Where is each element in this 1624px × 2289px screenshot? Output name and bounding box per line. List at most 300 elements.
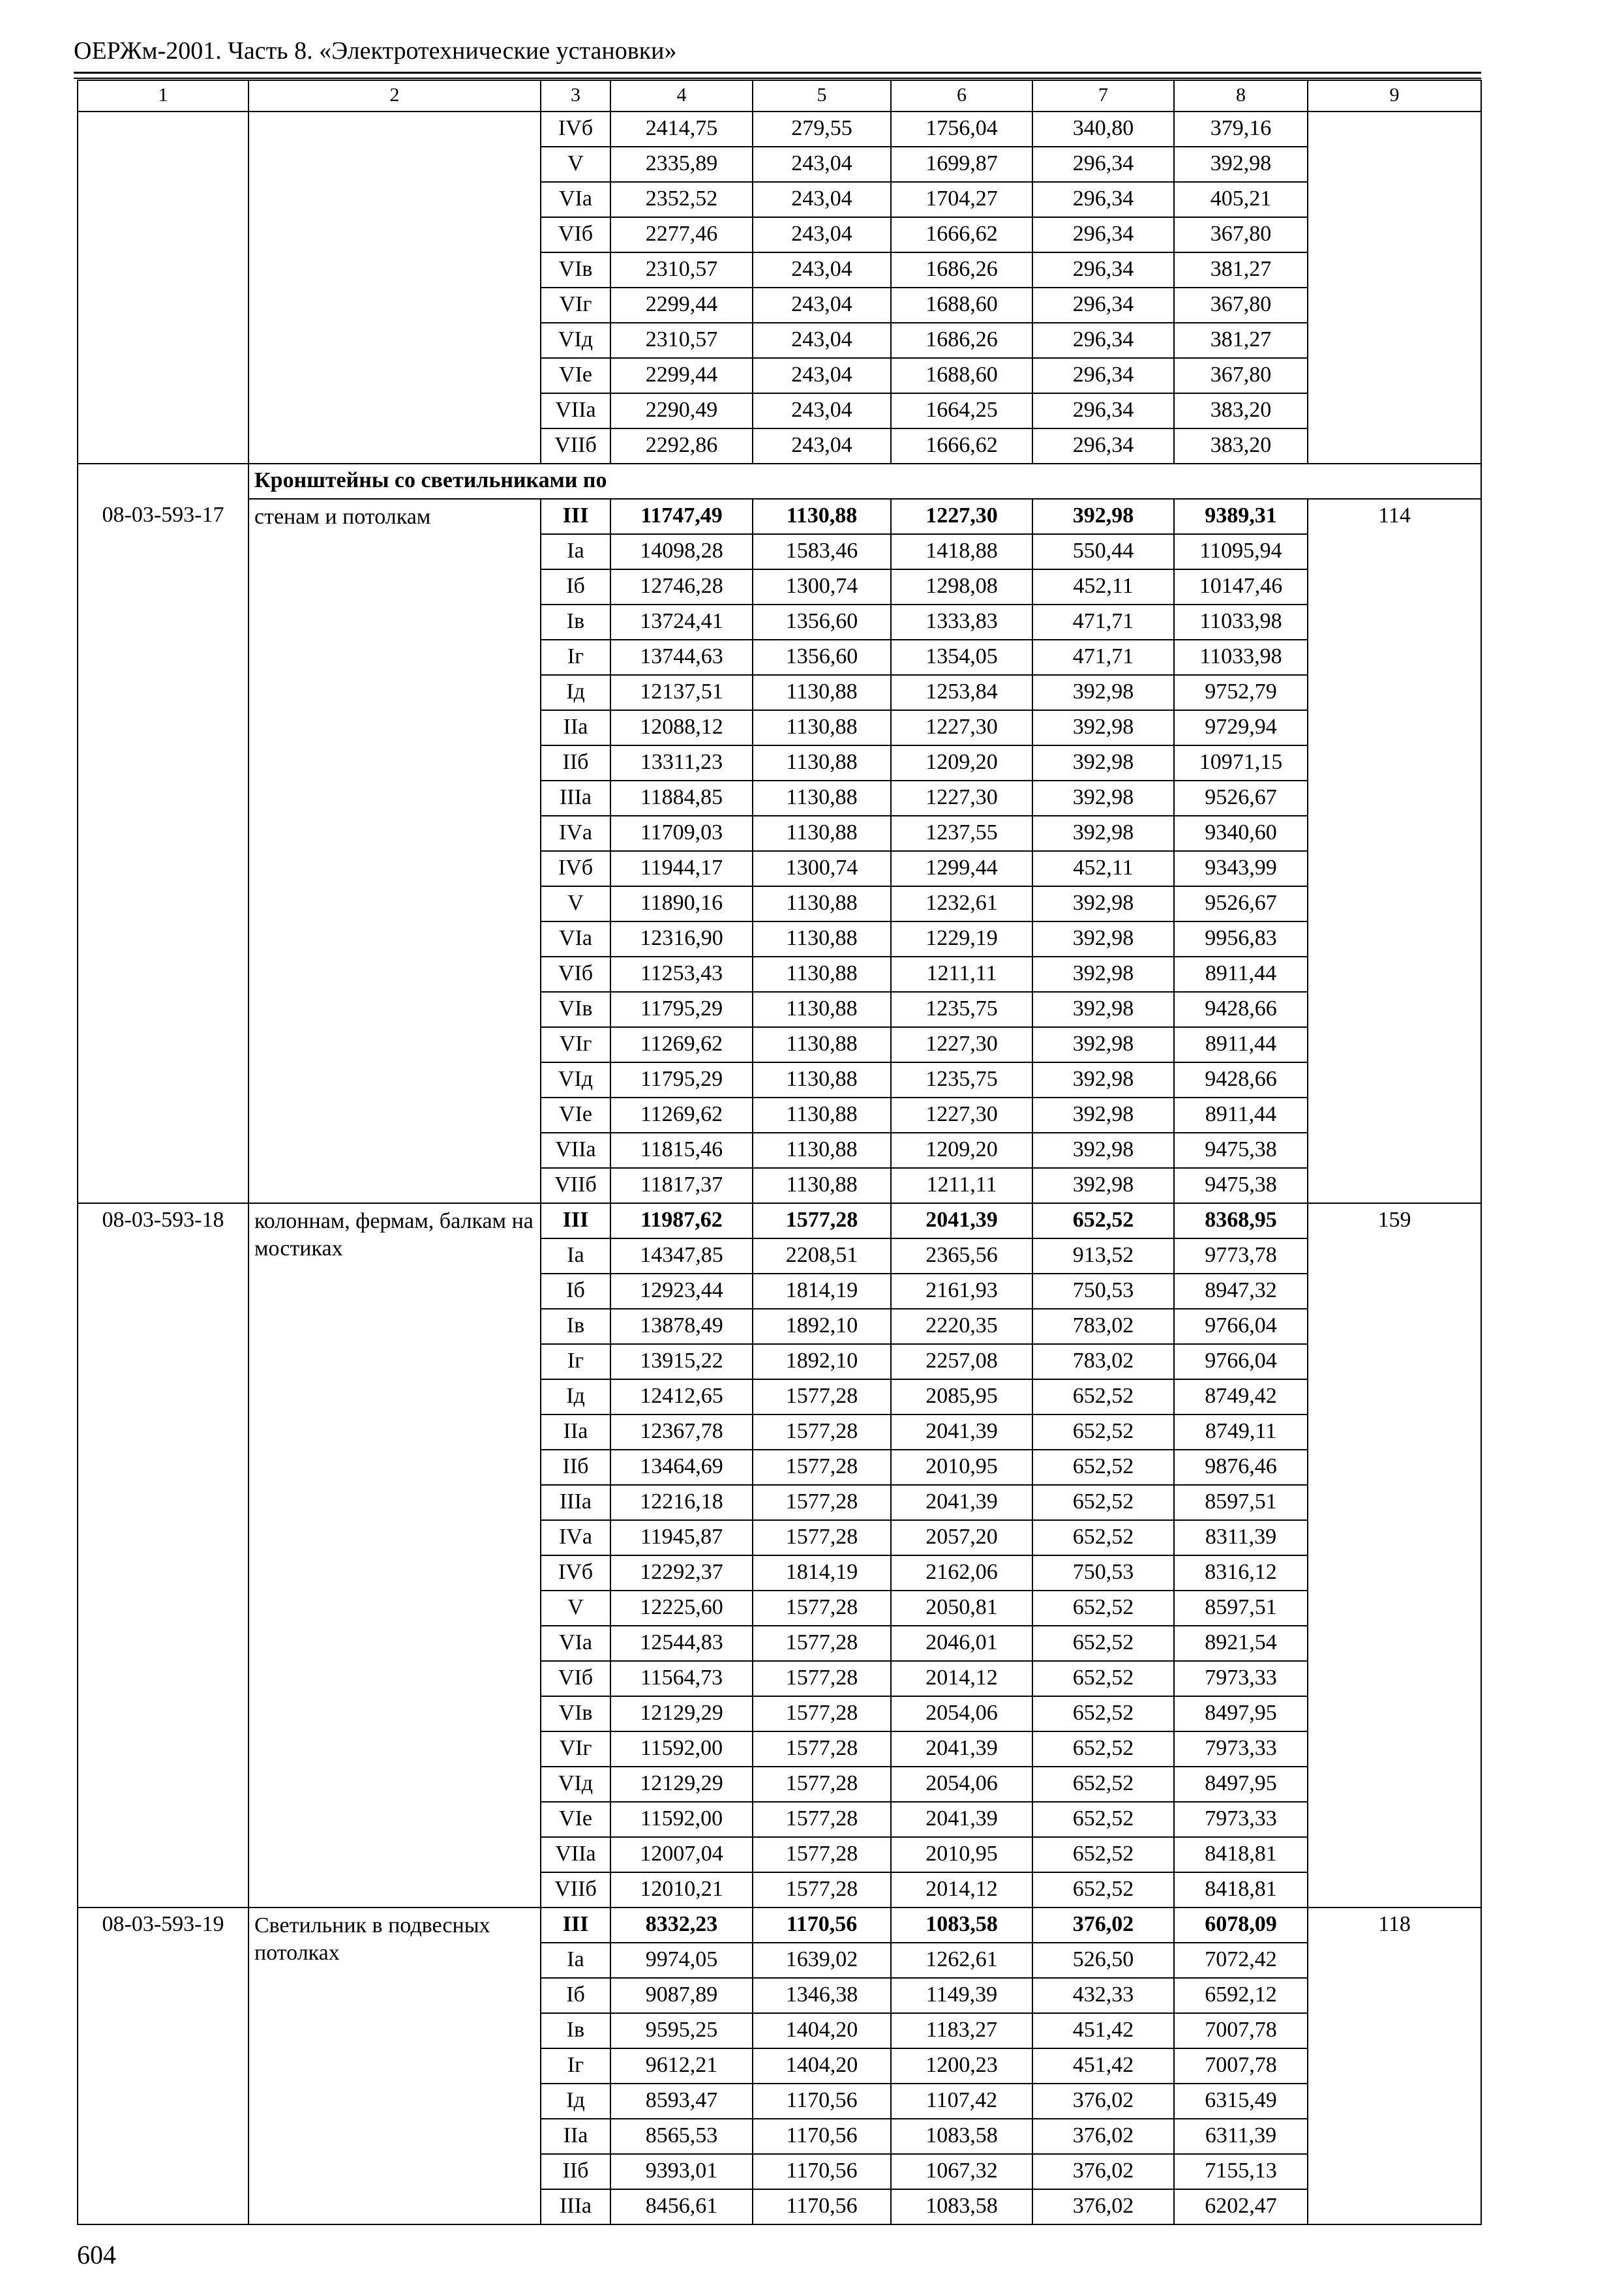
zone-cell: Iа [541,1238,610,1274]
value-col8: 8921,54 [1174,1626,1308,1661]
value-col8: 8311,39 [1174,1520,1308,1555]
zone-cell: Iа [541,1943,610,1978]
zone-cell: VIд [541,1062,610,1098]
value-col7: 376,02 [1032,2189,1174,2224]
value-col5: 1404,20 [753,2048,891,2084]
value-col5: 1577,28 [753,1203,891,1238]
value-col5: 1577,28 [753,1837,891,1872]
value-col5: 1170,56 [753,2189,891,2224]
value-col8: 8597,51 [1174,1591,1308,1626]
value-col4: 11592,00 [610,1731,753,1767]
name-cell: Светильник в подвесных потолках [248,1908,541,2224]
value-col8: 8497,95 [1174,1696,1308,1731]
value-col6: 1183,27 [891,2013,1032,2048]
zone-cell: VIб [541,957,610,992]
value-col6: 1686,26 [891,323,1032,358]
value-col7: 913,52 [1032,1238,1174,1274]
value-col8: 8749,11 [1174,1414,1308,1450]
value-col6: 1149,39 [891,1978,1032,2013]
value-col7: 392,98 [1032,992,1174,1027]
value-col6: 1688,60 [891,358,1032,393]
value-col6: 1299,44 [891,851,1032,886]
value-col5: 243,04 [753,182,891,217]
value-col6: 1067,32 [891,2154,1032,2189]
value-col8: 8597,51 [1174,1485,1308,1520]
value-col7: 392,98 [1032,1133,1174,1168]
value-col4: 11269,62 [610,1098,753,1133]
value-col5: 1130,88 [753,1098,891,1133]
value-col4: 12129,29 [610,1696,753,1731]
value-col6: 1209,20 [891,1133,1032,1168]
value-col6: 2257,08 [891,1344,1032,1379]
value-col7: 652,52 [1032,1802,1174,1837]
zone-cell: Iв [541,605,610,640]
value-col5: 1130,88 [753,816,891,851]
value-col4: 8332,23 [610,1908,753,1943]
value-col4: 12010,21 [610,1872,753,1908]
zone-cell: IVа [541,816,610,851]
value-col4: 13915,22 [610,1344,753,1379]
value-col5: 1130,88 [753,1027,891,1062]
value-col6: 1686,26 [891,252,1032,288]
value-col5: 2208,51 [753,1238,891,1274]
value-col4: 11884,85 [610,781,753,816]
value-col5: 1814,19 [753,1274,891,1309]
value-col5: 1577,28 [753,1767,891,1802]
value-col5: 1577,28 [753,1450,891,1485]
column-number: 1 [78,80,248,112]
value-col4: 12746,28 [610,569,753,605]
value-col8: 367,80 [1174,217,1308,252]
value-col5: 1577,28 [753,1872,891,1908]
value-col7: 526,50 [1032,1943,1174,1978]
value-col7: 392,98 [1032,816,1174,851]
value-col4: 12216,18 [610,1485,753,1520]
value-col4: 12007,04 [610,1837,753,1872]
value-col5: 243,04 [753,252,891,288]
value-col4: 2290,49 [610,393,753,428]
value-col5: 1583,46 [753,534,891,569]
value-col5: 243,04 [753,428,891,464]
value-col6: 2041,39 [891,1414,1032,1450]
value-col4: 9393,01 [610,2154,753,2189]
zone-cell: VIа [541,182,610,217]
value-col5: 243,04 [753,393,891,428]
value-col8: 9766,04 [1174,1344,1308,1379]
zone-cell: VIIб [541,428,610,464]
value-col8: 8418,81 [1174,1872,1308,1908]
value-col7: 652,52 [1032,1591,1174,1626]
zone-cell: IIб [541,2154,610,2189]
value-col5: 1130,88 [753,710,891,745]
value-col8: 9729,94 [1174,710,1308,745]
value-col8: 9876,46 [1174,1450,1308,1485]
value-col7: 652,52 [1032,1414,1174,1450]
value-col8: 383,20 [1174,428,1308,464]
value-col8: 9475,38 [1174,1133,1308,1168]
value-col4: 13311,23 [610,745,753,781]
value-col6: 1704,27 [891,182,1032,217]
column-number: 6 [891,80,1032,112]
value-col4: 2352,52 [610,182,753,217]
value-col8: 6202,47 [1174,2189,1308,2224]
value-col6: 1083,58 [891,1908,1032,1943]
value-col5: 243,04 [753,288,891,323]
section-title-row [78,464,1481,499]
value-col8: 9428,66 [1174,1062,1308,1098]
value-col5: 1577,28 [753,1731,891,1767]
value-col5: 1577,28 [753,1485,891,1520]
value-col6: 2041,39 [891,1731,1032,1767]
value-col4: 11945,87 [610,1520,753,1555]
zone-cell: VIе [541,358,610,393]
zone-cell: VIг [541,1731,610,1767]
value-col6: 2041,39 [891,1203,1032,1238]
value-col5: 1892,10 [753,1309,891,1344]
value-col4: 12129,29 [610,1767,753,1802]
value-col7: 296,34 [1032,323,1174,358]
table-row [78,499,1481,534]
value-col5: 1130,88 [753,957,891,992]
value-col8: 8911,44 [1174,1027,1308,1062]
value-col5: 1130,88 [753,921,891,957]
value-col6: 1227,30 [891,1098,1032,1133]
value-col4: 12923,44 [610,1274,753,1309]
zone-cell: VIе [541,1802,610,1837]
value-col6: 2085,95 [891,1379,1032,1414]
value-col6: 1083,58 [891,2119,1032,2154]
value-col4: 11253,43 [610,957,753,992]
value-col8: 9752,79 [1174,675,1308,710]
value-col4: 8565,53 [610,2119,753,2154]
value-col5: 1577,28 [753,1626,891,1661]
value-col4: 11747,49 [610,499,753,534]
value-col6: 2050,81 [891,1591,1032,1626]
value-col6: 1083,58 [891,2189,1032,2224]
value-col7: 452,11 [1032,851,1174,886]
value-col8: 8497,95 [1174,1767,1308,1802]
value-col5: 1577,28 [753,1414,891,1450]
value-col5: 243,04 [753,323,891,358]
value-col8: 383,20 [1174,393,1308,428]
zone-cell: V [541,1591,610,1626]
value-col7: 376,02 [1032,2154,1174,2189]
value-col6: 2054,06 [891,1767,1032,1802]
value-col5: 1170,56 [753,1908,891,1943]
value-col7: 652,52 [1032,1696,1174,1731]
value-col5: 1892,10 [753,1344,891,1379]
zone-cell: VIв [541,992,610,1027]
value-col6: 2041,39 [891,1802,1032,1837]
value-col5: 1577,28 [753,1379,891,1414]
value-col8: 405,21 [1174,182,1308,217]
value-col7: 783,02 [1032,1344,1174,1379]
zone-cell: IIIа [541,2189,610,2224]
value-col6: 2010,95 [891,1450,1032,1485]
value-col6: 1229,19 [891,921,1032,957]
value-col8: 9766,04 [1174,1309,1308,1344]
value-col4: 9087,89 [610,1978,753,2013]
table-row [78,1908,1481,1943]
value-col4: 2299,44 [610,358,753,393]
code-cell: 08-03-593-18 [78,1203,248,1908]
zone-cell: VIг [541,1027,610,1062]
value-col4: 2292,86 [610,428,753,464]
value-col8: 9475,38 [1174,1168,1308,1203]
value-col5: 1130,88 [753,992,891,1027]
value-col8: 8316,12 [1174,1555,1308,1591]
zone-cell: VIIа [541,1837,610,1872]
value-col7: 296,34 [1032,288,1174,323]
value-col4: 12367,78 [610,1414,753,1450]
value-col7: 392,98 [1032,675,1174,710]
value-col6: 1699,87 [891,147,1032,182]
zone-cell: VIд [541,323,610,358]
value-col5: 1814,19 [753,1555,891,1591]
table-row [78,1203,1481,1238]
value-col4: 11564,73 [610,1661,753,1696]
value-col7: 652,52 [1032,1731,1174,1767]
value-col7: 296,34 [1032,252,1174,288]
value-col5: 1130,88 [753,499,891,534]
value-col5: 1130,88 [753,1133,891,1168]
value-col6: 1666,62 [891,217,1032,252]
value-col8: 7973,33 [1174,1661,1308,1696]
value-col7: 376,02 [1032,2119,1174,2154]
value-col4: 11817,37 [610,1168,753,1203]
zone-cell: IVа [541,1520,610,1555]
col9-cell: 159 [1308,1203,1481,1908]
value-col6: 1418,88 [891,534,1032,569]
value-col7: 392,98 [1032,1027,1174,1062]
value-col7: 296,34 [1032,182,1174,217]
value-col6: 1235,75 [891,992,1032,1027]
value-col8: 9343,99 [1174,851,1308,886]
value-col6: 1354,05 [891,640,1032,675]
zone-cell: IVб [541,112,610,147]
value-col4: 2310,57 [610,323,753,358]
value-col6: 1209,20 [891,745,1032,781]
value-col5: 1130,88 [753,781,891,816]
code-cell [78,112,248,464]
value-col6: 1232,61 [891,886,1032,921]
value-col5: 1356,60 [753,640,891,675]
value-col5: 1130,88 [753,745,891,781]
value-col5: 1639,02 [753,1943,891,1978]
value-col6: 1227,30 [891,499,1032,534]
value-col6: 1298,08 [891,569,1032,605]
value-col5: 1170,56 [753,2154,891,2189]
value-col6: 1666,62 [891,428,1032,464]
zone-cell: Iг [541,2048,610,2084]
value-col4: 9612,21 [610,2048,753,2084]
value-col7: 652,52 [1032,1450,1174,1485]
value-col4: 11944,17 [610,851,753,886]
zone-cell: VIIб [541,1872,610,1908]
col9-cell [1308,112,1481,464]
value-col6: 1107,42 [891,2084,1032,2119]
value-col7: 376,02 [1032,1908,1174,1943]
rates-table [77,80,1482,2225]
value-col4: 9595,25 [610,2013,753,2048]
value-col7: 451,42 [1032,2013,1174,2048]
zone-cell: VIв [541,252,610,288]
value-col6: 1333,83 [891,605,1032,640]
value-col8: 6315,49 [1174,2084,1308,2119]
value-col8: 7007,78 [1174,2048,1308,2084]
value-col5: 1130,88 [753,675,891,710]
zone-cell: Iб [541,1978,610,2013]
value-col8: 10147,46 [1174,569,1308,605]
value-col4: 12544,83 [610,1626,753,1661]
value-col8: 381,27 [1174,323,1308,358]
zone-cell: Iг [541,1344,610,1379]
zone-cell: V [541,147,610,182]
value-col7: 392,98 [1032,1098,1174,1133]
value-col4: 11815,46 [610,1133,753,1168]
value-col8: 10971,15 [1174,745,1308,781]
zone-cell: VIа [541,1626,610,1661]
value-col4: 11795,29 [610,992,753,1027]
column-number-row [78,80,1481,112]
value-col8: 9526,67 [1174,781,1308,816]
value-col7: 392,98 [1032,710,1174,745]
zone-cell: VIб [541,217,610,252]
header-rule-secondary [74,78,1481,79]
value-col8: 6592,12 [1174,1978,1308,2013]
value-col6: 1211,11 [891,957,1032,992]
value-col7: 392,98 [1032,781,1174,816]
value-col5: 1170,56 [753,2119,891,2154]
zone-cell: IVб [541,851,610,886]
value-col8: 392,98 [1174,147,1308,182]
value-col7: 750,53 [1032,1555,1174,1591]
value-col5: 1404,20 [753,2013,891,2048]
value-col4: 11987,62 [610,1203,753,1238]
value-col8: 7072,42 [1174,1943,1308,1978]
column-number: 8 [1174,80,1308,112]
zone-cell: Iв [541,1309,610,1344]
value-col4: 11795,29 [610,1062,753,1098]
value-col7: 652,52 [1032,1872,1174,1908]
name-cell: колоннам, фермам, балкам на мостиках [248,1203,541,1908]
value-col4: 13724,41 [610,605,753,640]
value-col7: 451,42 [1032,2048,1174,2084]
value-col7: 296,34 [1032,428,1174,464]
value-col6: 2054,06 [891,1696,1032,1731]
value-col8: 6078,09 [1174,1908,1308,1943]
zone-cell: IIIа [541,1485,610,1520]
value-col6: 2057,20 [891,1520,1032,1555]
value-col7: 652,52 [1032,1661,1174,1696]
value-col7: 392,98 [1032,1168,1174,1203]
zone-cell: III [541,499,610,534]
value-col6: 2365,56 [891,1238,1032,1274]
value-col7: 471,71 [1032,640,1174,675]
value-col5: 1577,28 [753,1661,891,1696]
value-col8: 7973,33 [1174,1802,1308,1837]
column-number: 5 [753,80,891,112]
value-col7: 392,98 [1032,745,1174,781]
zone-cell: VIв [541,1696,610,1731]
value-col7: 652,52 [1032,1837,1174,1872]
value-col5: 1130,88 [753,1168,891,1203]
value-col7: 296,34 [1032,147,1174,182]
value-col6: 1235,75 [891,1062,1032,1098]
value-col8: 9389,31 [1174,499,1308,534]
value-col7: 340,80 [1032,112,1174,147]
rates-table-body [78,80,1481,2224]
value-col8: 9956,83 [1174,921,1308,957]
zone-cell: III [541,1203,610,1238]
value-col5: 243,04 [753,358,891,393]
value-col8: 11033,98 [1174,605,1308,640]
value-col7: 296,34 [1032,393,1174,428]
value-col8: 367,80 [1174,358,1308,393]
value-col4: 13464,69 [610,1450,753,1485]
col9-cell: 114 [1308,499,1481,1203]
zone-cell: IIб [541,1450,610,1485]
zone-cell: III [541,1908,610,1943]
zone-cell: Iб [541,1274,610,1309]
value-col6: 2162,06 [891,1555,1032,1591]
value-col7: 471,71 [1032,605,1174,640]
column-number: 9 [1308,80,1481,112]
value-col8: 8947,32 [1174,1274,1308,1309]
value-col8: 8911,44 [1174,957,1308,992]
value-col4: 12412,65 [610,1379,753,1414]
value-col4: 12137,51 [610,675,753,710]
table-row [78,112,1481,147]
zone-cell: VIа [541,921,610,957]
value-col6: 2046,01 [891,1626,1032,1661]
value-col4: 12316,90 [610,921,753,957]
value-col4: 9974,05 [610,1943,753,1978]
value-col4: 11592,00 [610,1802,753,1837]
value-col4: 2414,75 [610,112,753,147]
page-header: ОЕРЖм-2001. Часть 8. «Электротехнические установки» [74,37,677,65]
col9-cell: 118 [1308,1908,1481,2224]
value-col8: 9428,66 [1174,992,1308,1027]
zone-cell: VIд [541,1767,610,1802]
value-col4: 13744,63 [610,640,753,675]
value-col6: 1664,25 [891,393,1032,428]
value-col4: 14098,28 [610,534,753,569]
zone-cell: Iв [541,2013,610,2048]
column-number: 3 [541,80,610,112]
value-col7: 652,52 [1032,1767,1174,1802]
value-col4: 11890,16 [610,886,753,921]
value-col7: 392,98 [1032,499,1174,534]
zone-cell: IIб [541,745,610,781]
column-number: 4 [610,80,753,112]
name-cell: стенам и потолкам [248,499,541,1203]
column-number: 2 [248,80,541,112]
value-col7: 392,98 [1032,1062,1174,1098]
zone-cell: VIб [541,1661,610,1696]
value-col6: 1200,23 [891,2048,1032,2084]
value-col6: 2014,12 [891,1872,1032,1908]
zone-cell: IIа [541,1414,610,1450]
value-col8: 7155,13 [1174,2154,1308,2189]
value-col5: 1356,60 [753,605,891,640]
value-col6: 1227,30 [891,710,1032,745]
value-col6: 1262,61 [891,1943,1032,1978]
zone-cell: VIIа [541,393,610,428]
value-col4: 2310,57 [610,252,753,288]
zone-cell: V [541,886,610,921]
value-col7: 550,44 [1032,534,1174,569]
